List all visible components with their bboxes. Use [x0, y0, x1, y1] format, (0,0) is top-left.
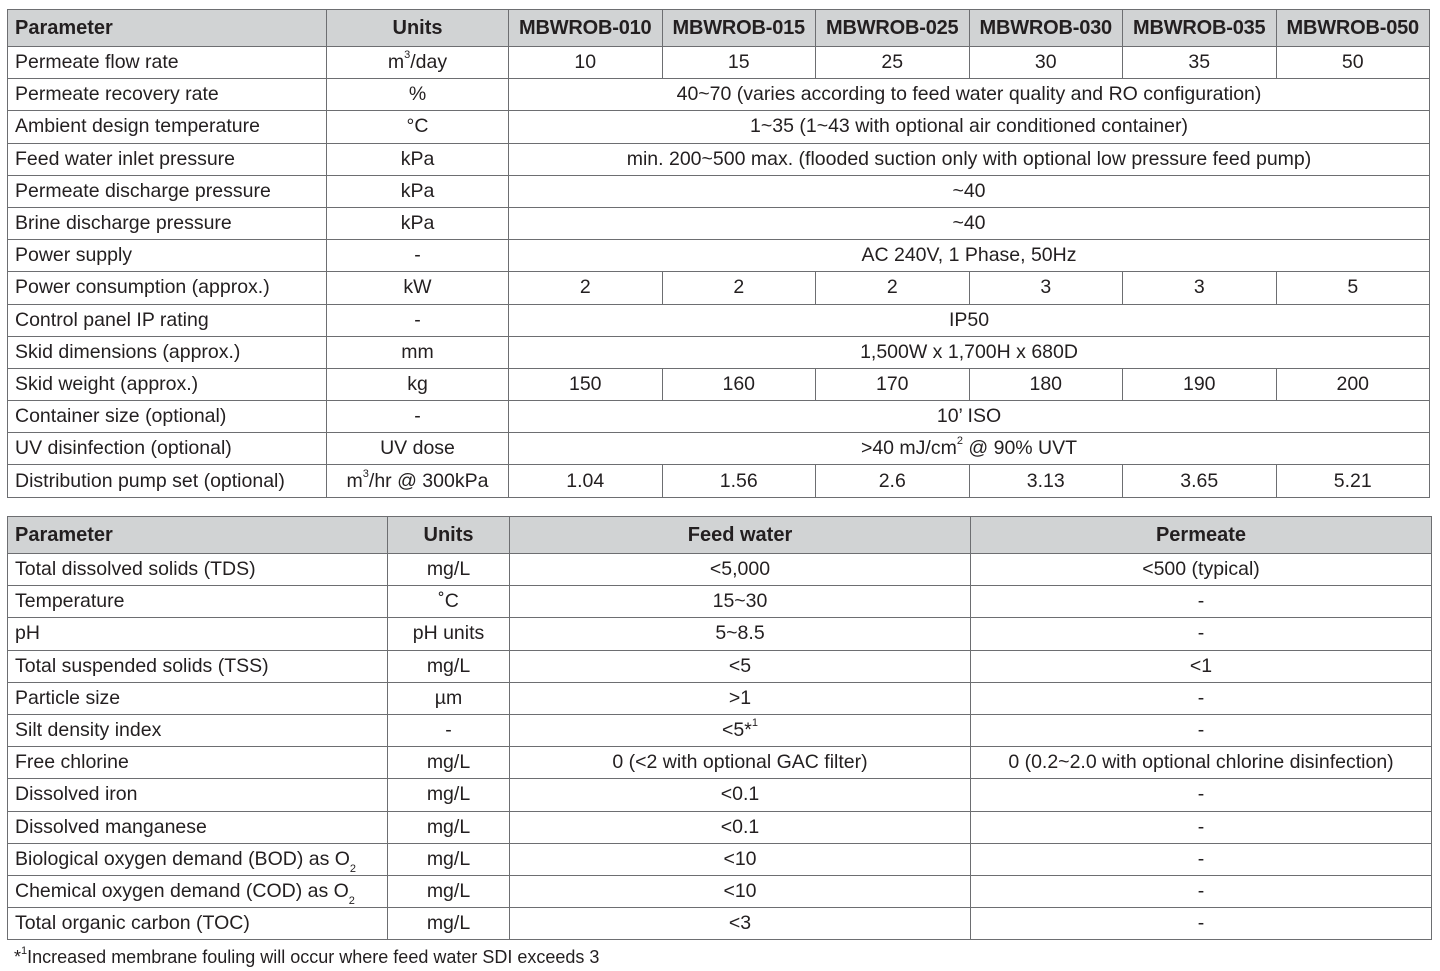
- header-units: Units: [327, 10, 509, 47]
- header-model-035: MBWROB-035: [1123, 10, 1277, 47]
- table-row: [8, 779, 1432, 811]
- parameter-cell: [8, 843, 388, 875]
- table-row: [8, 747, 1432, 779]
- table-row: [8, 143, 1430, 175]
- unit-superscript: 3: [362, 467, 369, 480]
- header-permeate: Permeate: [971, 517, 1432, 554]
- table-row: [8, 586, 1432, 618]
- table-row: [8, 207, 1430, 239]
- unit-cell: mm: [327, 336, 509, 368]
- header-model-015: MBWROB-015: [662, 10, 816, 47]
- footnote-mark: *: [14, 947, 22, 967]
- value-text: <5*: [722, 719, 752, 742]
- value-text: >40 mJ/cm: [860, 437, 957, 460]
- unit-cell: [327, 47, 509, 79]
- header-model-010: MBWROB-010: [509, 10, 663, 47]
- unit-cell: pH units: [388, 618, 510, 650]
- value-cell: 3: [969, 272, 1123, 304]
- table-row: [8, 401, 1430, 433]
- header-units: Units: [388, 517, 510, 554]
- header-model-030: MBWROB-030: [969, 10, 1123, 47]
- specifications-table: [7, 9, 1430, 498]
- parameter-subscript: 2: [349, 862, 357, 875]
- unit-cell: [327, 465, 509, 497]
- feed-water-cell: [510, 714, 971, 746]
- parameter-cell: Distribution pump set (optional): [8, 465, 327, 497]
- value-cell: 1.56: [662, 465, 816, 497]
- value-cell: 2: [816, 272, 970, 304]
- value-cell: 1.04: [509, 465, 663, 497]
- value-cell: 200: [1276, 368, 1430, 400]
- value-cell: 10: [509, 47, 663, 79]
- value-cell: 2: [662, 272, 816, 304]
- parameter-cell: Skid dimensions (approx.): [8, 336, 327, 368]
- table-row: [8, 111, 1430, 143]
- feed-water-cell: <3: [510, 908, 971, 940]
- spanned-value-cell: 40~70 (varies according to feed water quality and RO configuration): [509, 79, 1430, 111]
- table-row: [8, 336, 1430, 368]
- permeate-cell: -: [971, 843, 1432, 875]
- table-row: [8, 811, 1432, 843]
- parameter-cell: Brine discharge pressure: [8, 207, 327, 239]
- value-cell: 5.21: [1276, 465, 1430, 497]
- permeate-cell: -: [971, 586, 1432, 618]
- value-cell: 2: [509, 272, 663, 304]
- unit-cell: mg/L: [388, 875, 510, 907]
- unit-text: /day: [410, 51, 448, 74]
- unit-cell: -: [388, 714, 510, 746]
- unit-cell: °C: [327, 111, 509, 143]
- unit-cell: kPa: [327, 143, 509, 175]
- parameter-cell: [8, 875, 388, 907]
- parameter-cell: pH: [8, 618, 388, 650]
- value-cell: 50: [1276, 47, 1430, 79]
- value-cell: 3: [1123, 272, 1277, 304]
- parameter-text: Biological oxygen demand (BOD) as O: [15, 847, 350, 870]
- permeate-cell: -: [971, 618, 1432, 650]
- unit-text: m: [346, 469, 363, 492]
- permeate-cell: 0 (0.2~2.0 with optional chlorine disinfection): [971, 747, 1432, 779]
- parameter-cell: Temperature: [8, 586, 388, 618]
- value-cell: 150: [509, 368, 663, 400]
- unit-cell: µm: [388, 682, 510, 714]
- table-row: [8, 47, 1430, 79]
- value-cell: 35: [1123, 47, 1277, 79]
- table-row: [8, 304, 1430, 336]
- table-row: [8, 175, 1430, 207]
- feed-water-cell: <0.1: [510, 779, 971, 811]
- parameter-cell: Control panel IP rating: [8, 304, 327, 336]
- unit-cell: mg/L: [388, 843, 510, 875]
- feed-water-cell: 5~8.5: [510, 618, 971, 650]
- table-row: [8, 650, 1432, 682]
- parameter-cell: Feed water inlet pressure: [8, 143, 327, 175]
- unit-superscript: 3: [404, 49, 411, 62]
- unit-cell: kW: [327, 272, 509, 304]
- feed-water-cell: <10: [510, 843, 971, 875]
- feed-water-cell: >1: [510, 682, 971, 714]
- value-cell: 190: [1123, 368, 1277, 400]
- value-cell: 170: [816, 368, 970, 400]
- unit-cell: ˚C: [388, 586, 510, 618]
- parameter-cell: Skid weight (approx.): [8, 368, 327, 400]
- permeate-cell: -: [971, 682, 1432, 714]
- parameter-cell: Permeate discharge pressure: [8, 175, 327, 207]
- unit-cell: mg/L: [388, 747, 510, 779]
- unit-cell: mg/L: [388, 908, 510, 940]
- specifications-header-row: [8, 10, 1430, 47]
- value-cell: 30: [969, 47, 1123, 79]
- spanned-value-cell: 1,500W x 1,700H x 680D: [509, 336, 1430, 368]
- unit-text: m: [387, 51, 405, 74]
- permeate-cell: -: [971, 714, 1432, 746]
- footnote-reference: 1: [751, 717, 758, 730]
- value-superscript: 2: [956, 435, 963, 448]
- spanned-value-cell: [509, 433, 1430, 465]
- permeate-cell: <500 (typical): [971, 554, 1432, 586]
- footnote-mark-superscript: 1: [21, 945, 28, 957]
- header-feed-water: Feed water: [510, 517, 971, 554]
- parameter-cell: Power supply: [8, 240, 327, 272]
- parameter-cell: Power consumption (approx.): [8, 272, 327, 304]
- footnote: [14, 947, 599, 968]
- parameter-cell: Total suspended solids (TSS): [8, 650, 388, 682]
- value-cell: 2.6: [816, 465, 970, 497]
- parameter-cell: Total organic carbon (TOC): [8, 908, 388, 940]
- value-cell: 160: [662, 368, 816, 400]
- spanned-value-cell: 1~35 (1~43 with optional air conditioned container): [509, 111, 1430, 143]
- value-cell: 5: [1276, 272, 1430, 304]
- spanned-value-cell: 10’ ISO: [509, 401, 1430, 433]
- parameter-text: Chemical oxygen demand (COD) as O: [15, 879, 349, 902]
- footnote-text: Increased membrane fouling will occur where feed water SDI exceeds 3: [27, 947, 600, 967]
- parameter-cell: Container size (optional): [8, 401, 327, 433]
- table-row: [8, 875, 1432, 907]
- spanned-value-cell: IP50: [509, 304, 1430, 336]
- spanned-value-cell: ~40: [509, 207, 1430, 239]
- table-row: [8, 714, 1432, 746]
- table-row: [8, 843, 1432, 875]
- unit-cell: %: [327, 79, 509, 111]
- unit-cell: kPa: [327, 207, 509, 239]
- parameter-cell: Free chlorine: [8, 747, 388, 779]
- water-quality-header-row: [8, 517, 1432, 554]
- header-parameter: Parameter: [8, 10, 327, 47]
- parameter-cell: Particle size: [8, 682, 388, 714]
- spanned-value-cell: ~40: [509, 175, 1430, 207]
- parameter-cell: Dissolved iron: [8, 779, 388, 811]
- unit-cell: -: [327, 240, 509, 272]
- table-row: [8, 465, 1430, 497]
- parameter-cell: Dissolved manganese: [8, 811, 388, 843]
- feed-water-cell: <5: [510, 650, 971, 682]
- spanned-value-cell: AC 240V, 1 Phase, 50Hz: [509, 240, 1430, 272]
- unit-text: /hr @ 300kPa: [368, 469, 489, 492]
- value-text: @ 90% UVT: [962, 437, 1078, 460]
- feed-water-cell: <5,000: [510, 554, 971, 586]
- unit-cell: -: [327, 304, 509, 336]
- value-cell: 15: [662, 47, 816, 79]
- header-parameter: Parameter: [8, 517, 388, 554]
- table-row: [8, 618, 1432, 650]
- unit-cell: mg/L: [388, 650, 510, 682]
- unit-cell: mg/L: [388, 554, 510, 586]
- table-row: [8, 908, 1432, 940]
- table-row: [8, 240, 1430, 272]
- value-cell: 3.65: [1123, 465, 1277, 497]
- feed-water-cell: <10: [510, 875, 971, 907]
- table-row: [8, 272, 1430, 304]
- feed-water-cell: <0.1: [510, 811, 971, 843]
- permeate-cell: -: [971, 875, 1432, 907]
- unit-cell: kg: [327, 368, 509, 400]
- permeate-cell: -: [971, 908, 1432, 940]
- header-model-025: MBWROB-025: [816, 10, 970, 47]
- permeate-cell: -: [971, 811, 1432, 843]
- unit-cell: UV dose: [327, 433, 509, 465]
- header-model-050: MBWROB-050: [1276, 10, 1430, 47]
- parameter-cell: Permeate recovery rate: [8, 79, 327, 111]
- feed-water-cell: 0 (<2 with optional GAC filter): [510, 747, 971, 779]
- table-row: [8, 368, 1430, 400]
- table-row: [8, 554, 1432, 586]
- unit-cell: kPa: [327, 175, 509, 207]
- permeate-cell: <1: [971, 650, 1432, 682]
- value-cell: 25: [816, 47, 970, 79]
- permeate-cell: -: [971, 779, 1432, 811]
- parameter-cell: Ambient design temperature: [8, 111, 327, 143]
- unit-cell: mg/L: [388, 811, 510, 843]
- value-cell: 180: [969, 368, 1123, 400]
- parameter-cell: Silt density index: [8, 714, 388, 746]
- parameter-cell: UV disinfection (optional): [8, 433, 327, 465]
- spanned-value-cell: min. 200~500 max. (flooded suction only with optional low pressure feed pump): [509, 143, 1430, 175]
- table-row: [8, 682, 1432, 714]
- value-cell: 3.13: [969, 465, 1123, 497]
- feed-water-cell: 15~30: [510, 586, 971, 618]
- parameter-cell: Permeate flow rate: [8, 47, 327, 79]
- table-row: [8, 433, 1430, 465]
- water-quality-table: [7, 516, 1432, 940]
- parameter-subscript: 2: [348, 894, 355, 907]
- unit-cell: mg/L: [388, 779, 510, 811]
- parameter-cell: Total dissolved solids (TDS): [8, 554, 388, 586]
- table-row: [8, 79, 1430, 111]
- unit-cell: -: [327, 401, 509, 433]
